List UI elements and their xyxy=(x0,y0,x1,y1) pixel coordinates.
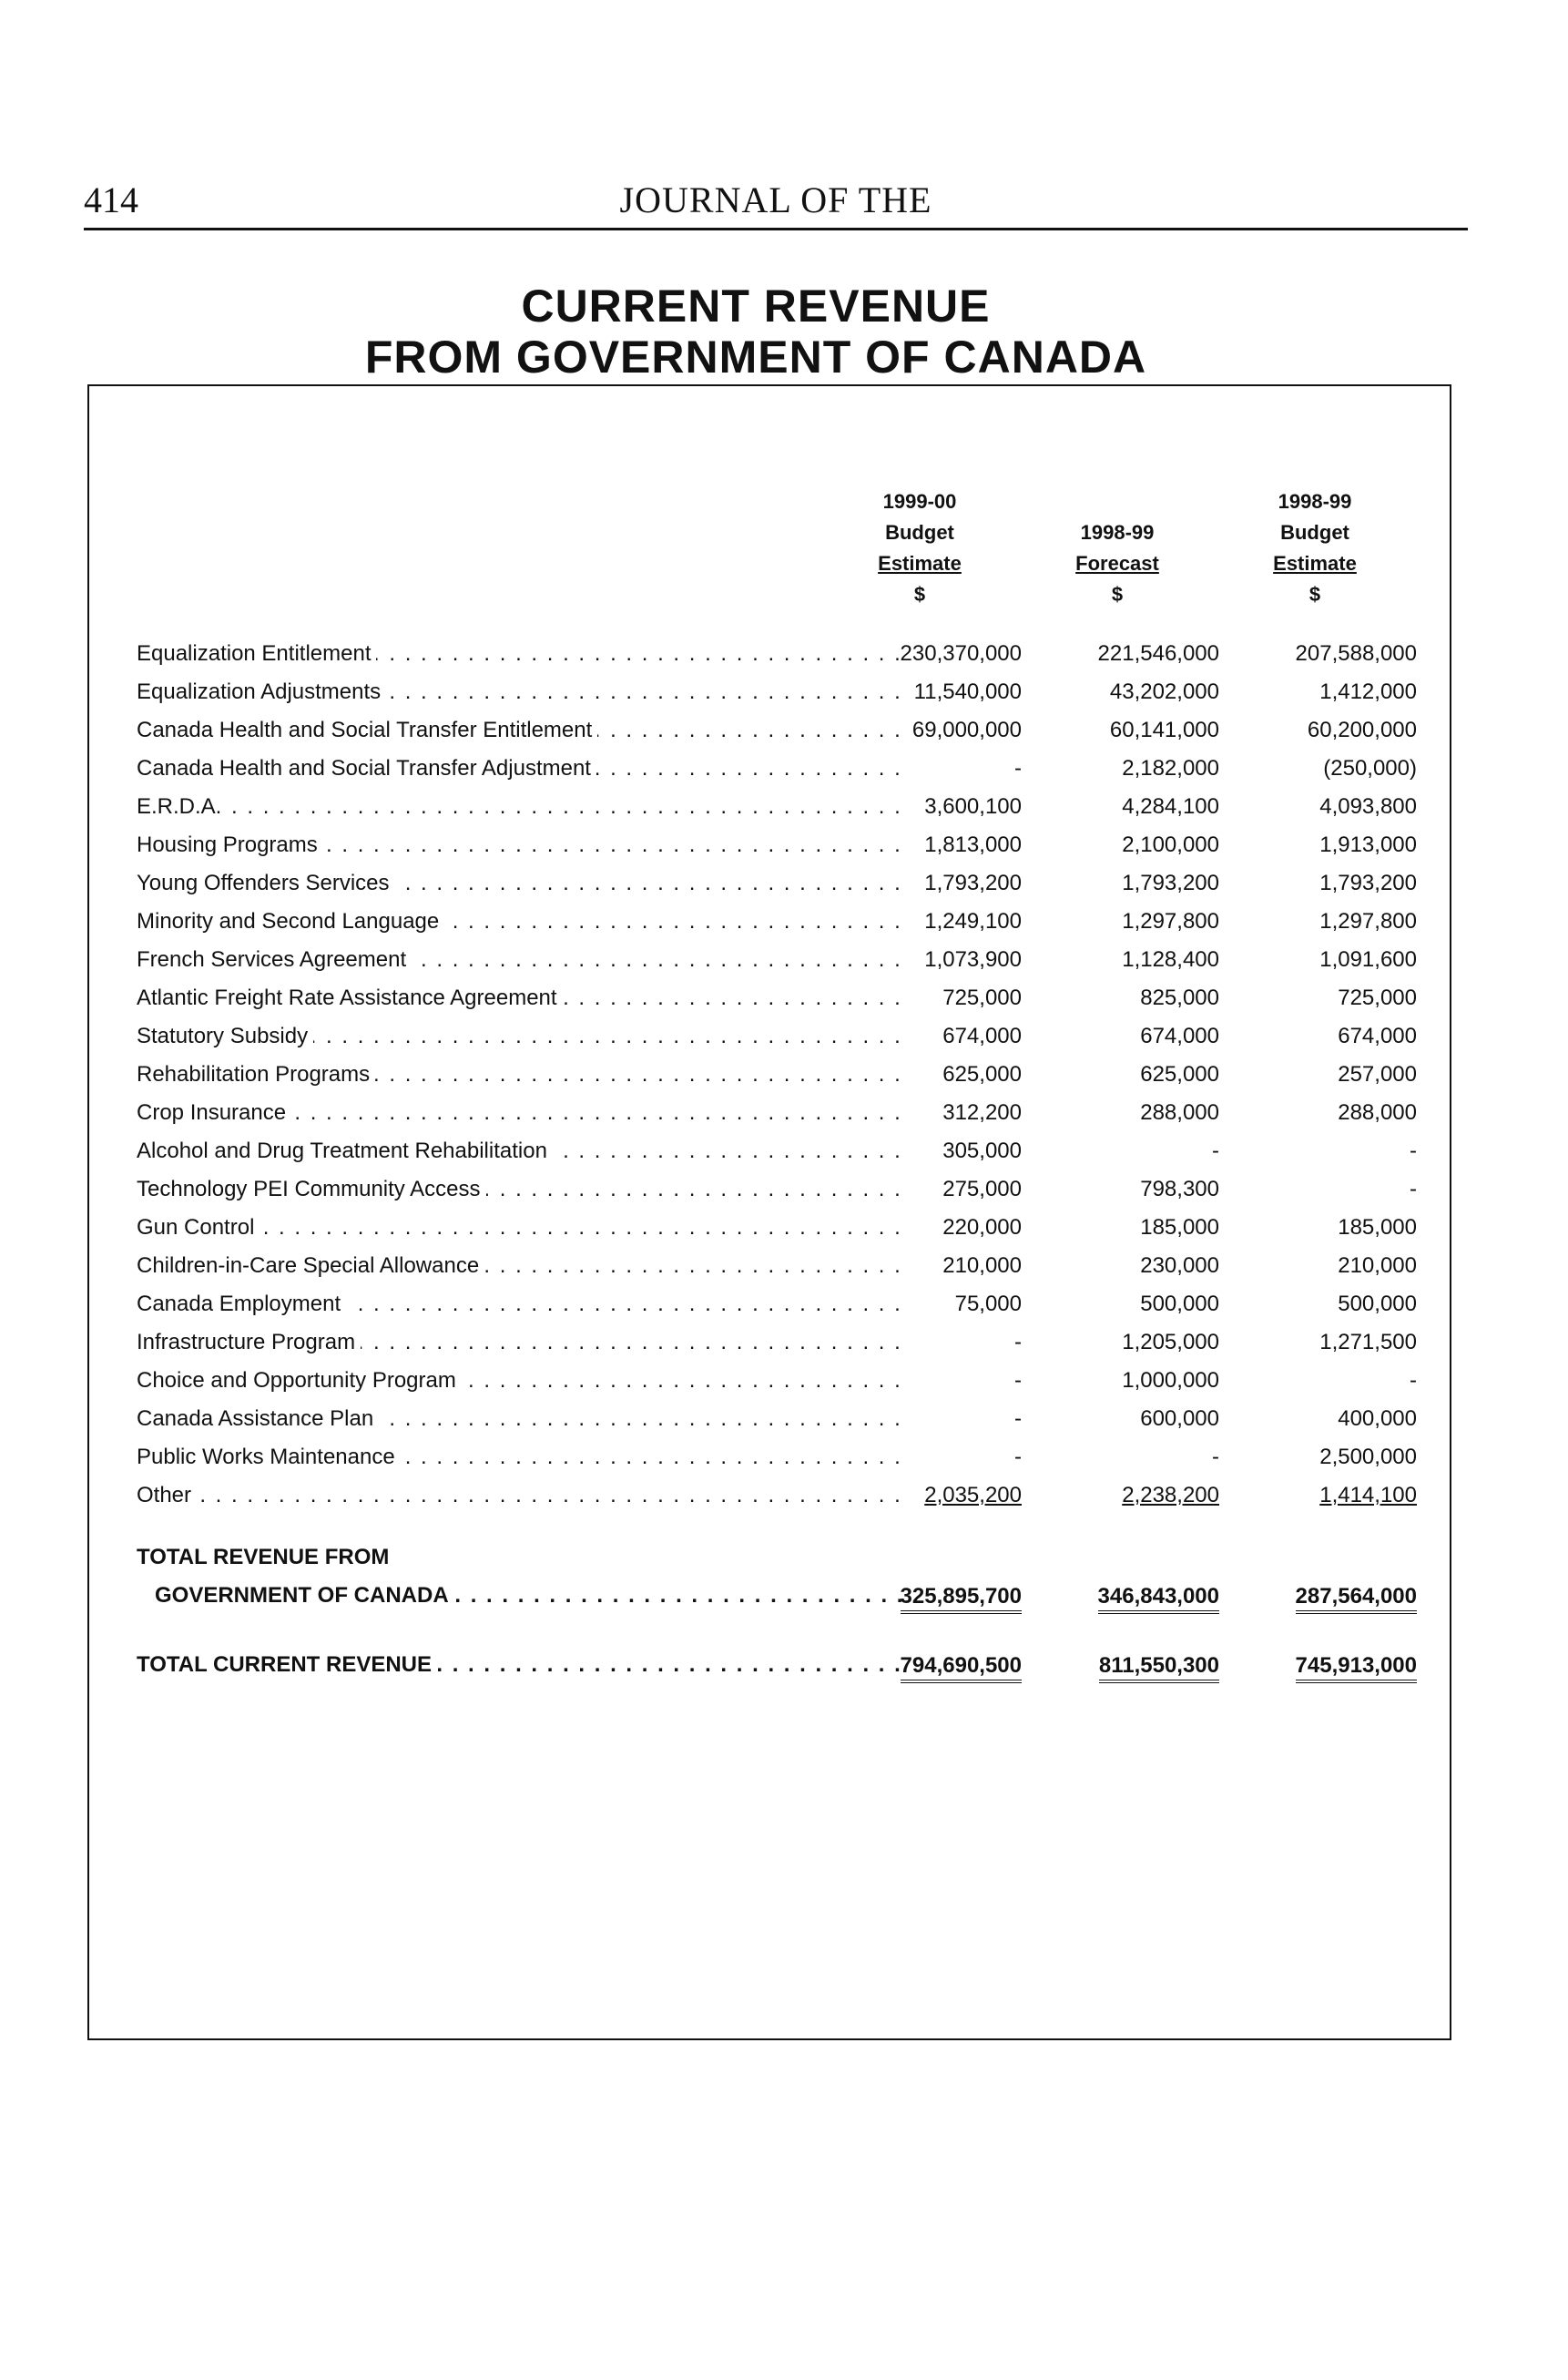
value-1999-00-budget: - xyxy=(1014,756,1022,781)
table-row xyxy=(89,1139,1450,1177)
journal-title: JOURNAL OF THE xyxy=(619,179,932,220)
title-line-1: CURRENT REVENUE xyxy=(521,281,991,332)
revenue-table xyxy=(87,384,1451,2040)
value-1998-99-forecast: 1,297,800 xyxy=(1122,909,1219,934)
value-1998-99-budget: 674,000 xyxy=(1338,1024,1417,1048)
row-label: Minority and Second Language . . . xyxy=(137,909,903,947)
value-1998-99-forecast: 600,000 xyxy=(1140,1406,1219,1431)
value-1999-00-budget: 2,035,200 xyxy=(924,1483,1022,1507)
row-label: Infrastructure Program . . . xyxy=(137,1330,903,1368)
value-1998-99-forecast: 674,000 xyxy=(1140,1024,1219,1048)
value-1998-99-budget: 1,091,600 xyxy=(1319,947,1417,972)
column-header-year: 1998-99 xyxy=(1278,490,1352,513)
total-revenue-from-government-row xyxy=(89,1583,1450,1621)
row-label: French Services Agreement . . . xyxy=(137,947,903,986)
value-1998-99-forecast: 288,000 xyxy=(1140,1100,1219,1125)
value-1998-99-forecast: 60,141,000 xyxy=(1109,718,1219,742)
value-1999-00-budget: - xyxy=(1014,1368,1022,1393)
column-header-type: Budget xyxy=(1280,521,1349,544)
value-1998-99-forecast: 625,000 xyxy=(1140,1062,1219,1087)
value-1998-99-budget: 1,271,500 xyxy=(1319,1330,1417,1354)
table-row xyxy=(89,1330,1450,1368)
value-1998-99-budget: 500,000 xyxy=(1338,1292,1417,1316)
table-row xyxy=(89,832,1450,871)
value-1998-99-budget: 745,913,000 xyxy=(1226,1652,1417,1683)
value-1998-99-forecast: 2,100,000 xyxy=(1122,832,1219,857)
value-1999-00-budget: 210,000 xyxy=(942,1253,1022,1278)
value-1998-99-budget: 257,000 xyxy=(1338,1062,1417,1087)
row-label: Housing Programs . . . xyxy=(137,832,903,871)
table-row xyxy=(89,1062,1450,1100)
page-number: 414 xyxy=(84,179,138,220)
value-1999-00-budget: 1,793,200 xyxy=(924,871,1022,895)
value-1998-99-budget: - xyxy=(1410,1177,1417,1201)
value-1999-00-budget: - xyxy=(1014,1406,1022,1431)
value-1998-99-forecast: 4,284,100 xyxy=(1122,794,1219,819)
row-label: Young Offenders Services . . . xyxy=(137,871,903,909)
table-row xyxy=(89,679,1450,718)
document-title xyxy=(0,281,1512,383)
total-current-revenue-row xyxy=(89,1652,1450,1691)
value-1998-99-budget: - xyxy=(1410,1368,1417,1393)
row-label: Equalization Adjustments . . . xyxy=(137,679,903,718)
value-1998-99-budget: 400,000 xyxy=(1338,1406,1417,1431)
row-label: Canada Assistance Plan . . . xyxy=(137,1406,903,1445)
column-header-year: 1999-00 xyxy=(882,490,957,513)
value-1998-99-forecast: 43,202,000 xyxy=(1109,679,1219,704)
value-1998-99-budget: 1,913,000 xyxy=(1319,832,1417,857)
row-label: Equalization Entitlement . . . xyxy=(137,641,903,679)
value-1999-00-budget: 625,000 xyxy=(942,1062,1022,1087)
value-1999-00-budget: 325,895,700 xyxy=(830,1583,1022,1614)
value-1998-99-budget: 60,200,000 xyxy=(1307,718,1417,742)
value-1999-00-budget: 75,000 xyxy=(954,1292,1022,1316)
value-1999-00-budget: 275,000 xyxy=(942,1177,1022,1201)
row-label: Canada Employment . . . xyxy=(137,1292,903,1330)
value-1998-99-forecast: 221,546,000 xyxy=(1097,641,1219,666)
table-row xyxy=(89,1024,1450,1062)
row-label: Canada Health and Social Transfer Entitlement . . . xyxy=(137,718,903,756)
table-row xyxy=(89,718,1450,756)
value-1998-99-forecast: 2,182,000 xyxy=(1122,756,1219,781)
title-line-2: FROM GOVERNMENT OF CANADA xyxy=(364,332,1147,383)
column-header-type: Budget xyxy=(885,521,954,544)
row-label: Atlantic Freight Rate Assistance Agreement . . . xyxy=(137,986,903,1024)
row-label: Crop Insurance . . . xyxy=(137,1100,903,1139)
value-1999-00-budget: 674,000 xyxy=(942,1024,1022,1048)
value-1999-00-budget: 1,249,100 xyxy=(924,909,1022,934)
value-1999-00-budget: 794,690,500 xyxy=(830,1652,1022,1683)
value-1998-99-forecast: 230,000 xyxy=(1140,1253,1219,1278)
value-1998-99-forecast: 500,000 xyxy=(1140,1292,1219,1316)
row-label: Public Works Maintenance . . . xyxy=(137,1445,903,1483)
value-1998-99-budget: 1,793,200 xyxy=(1319,871,1417,895)
value-1999-00-budget: 230,370,000 xyxy=(900,641,1022,666)
value-1998-99-budget: (250,000) xyxy=(1323,756,1417,781)
value-1999-00-budget: 220,000 xyxy=(942,1215,1022,1240)
value-1998-99-forecast: 1,793,200 xyxy=(1122,871,1219,895)
value-1998-99-forecast: 798,300 xyxy=(1140,1177,1219,1201)
value-1999-00-budget: 11,540,000 xyxy=(913,679,1022,704)
value-1999-00-budget: 69,000,000 xyxy=(911,718,1022,742)
value-1998-99-budget: 287,564,000 xyxy=(1226,1583,1417,1614)
value-1999-00-budget: 1,073,900 xyxy=(924,947,1022,972)
column-header-forecast-1998-99 xyxy=(1026,517,1208,610)
table-row xyxy=(89,909,1450,947)
value-1998-99-forecast: 1,128,400 xyxy=(1122,947,1219,972)
value-1998-99-budget: 207,588,000 xyxy=(1295,641,1417,666)
column-header-unit: $ xyxy=(1308,583,1321,606)
value-1998-99-budget: 185,000 xyxy=(1338,1215,1417,1240)
row-label: Gun Control . . . xyxy=(137,1215,903,1253)
table-row xyxy=(89,1483,1450,1521)
row-label: Statutory Subsidy . . . xyxy=(137,1024,903,1062)
table-row xyxy=(89,641,1450,679)
value-1998-99-forecast: 811,550,300 xyxy=(1028,1652,1219,1683)
table-row xyxy=(89,1445,1450,1483)
table-row xyxy=(89,794,1450,832)
value-1999-00-budget: 725,000 xyxy=(942,986,1022,1010)
table-row xyxy=(89,756,1450,794)
total-revenue-from-government-label-row xyxy=(89,1545,1450,1583)
value-1998-99-budget: 2,500,000 xyxy=(1319,1445,1417,1469)
value-1998-99-budget: 210,000 xyxy=(1338,1253,1417,1278)
table-row xyxy=(89,1177,1450,1215)
table-row xyxy=(89,986,1450,1024)
value-1999-00-budget: 1,813,000 xyxy=(924,832,1022,857)
value-1999-00-budget: 312,200 xyxy=(942,1100,1022,1125)
value-1998-99-budget: 4,093,800 xyxy=(1319,794,1417,819)
row-label: Rehabilitation Programs . . . xyxy=(137,1062,903,1100)
running-head xyxy=(84,179,1468,230)
value-1998-99-forecast: 825,000 xyxy=(1140,986,1219,1010)
value-1998-99-forecast: 185,000 xyxy=(1140,1215,1219,1240)
row-label: Alcohol and Drug Treatment Rehabilitation . . . xyxy=(137,1139,903,1177)
row-label: Technology PEI Community Access . . . xyxy=(137,1177,903,1215)
row-label: TOTAL CURRENT REVENUE . . . xyxy=(137,1652,903,1691)
table-row xyxy=(89,1406,1450,1445)
row-label: GOVERNMENT OF CANADA . . . xyxy=(155,1583,903,1621)
column-header-kind: Estimate xyxy=(878,552,962,575)
value-1998-99-budget: 288,000 xyxy=(1338,1100,1417,1125)
column-header-unit: $ xyxy=(1111,583,1124,606)
table-row xyxy=(89,1368,1450,1406)
row-label: E.R.D.A. . . . xyxy=(137,794,903,832)
value-1999-00-budget: 305,000 xyxy=(942,1139,1022,1163)
row-label: Other . . . xyxy=(137,1483,903,1521)
row-label: Canada Health and Social Transfer Adjustment . . . xyxy=(137,756,903,794)
table-row xyxy=(89,1100,1450,1139)
column-header-budget-1998-99 xyxy=(1224,486,1406,610)
value-1998-99-budget: 1,414,100 xyxy=(1319,1483,1417,1507)
value-1999-00-budget: - xyxy=(1014,1330,1022,1354)
table-row xyxy=(89,871,1450,909)
column-header-year: 1998-99 xyxy=(1080,521,1155,544)
value-1998-99-budget: 1,412,000 xyxy=(1319,679,1417,704)
value-1998-99-forecast: - xyxy=(1212,1445,1219,1469)
value-1998-99-forecast: - xyxy=(1212,1139,1219,1163)
row-label: Children-in-Care Special Allowance . . . xyxy=(137,1253,903,1292)
table-row xyxy=(89,947,1450,986)
value-1999-00-budget: - xyxy=(1014,1445,1022,1469)
value-1998-99-forecast: 346,843,000 xyxy=(1028,1583,1219,1614)
value-1998-99-budget: 725,000 xyxy=(1338,986,1417,1010)
column-header-unit: $ xyxy=(913,583,926,606)
value-1998-99-forecast: 1,205,000 xyxy=(1122,1330,1219,1354)
column-header-budget-1999-00 xyxy=(829,486,1011,610)
value-1999-00-budget: 3,600,100 xyxy=(924,794,1022,819)
value-1998-99-budget: - xyxy=(1410,1139,1417,1163)
row-label: TOTAL REVENUE FROM xyxy=(137,1545,390,1569)
table-row xyxy=(89,1253,1450,1292)
value-1998-99-forecast: 2,238,200 xyxy=(1122,1483,1219,1507)
column-header-kind: Estimate xyxy=(1273,552,1357,575)
column-header-kind: Forecast xyxy=(1075,552,1159,575)
row-label: Choice and Opportunity Program . . . xyxy=(137,1368,903,1406)
value-1998-99-budget: 1,297,800 xyxy=(1319,909,1417,934)
table-row xyxy=(89,1215,1450,1253)
table-row xyxy=(89,1292,1450,1330)
value-1998-99-forecast: 1,000,000 xyxy=(1122,1368,1219,1393)
